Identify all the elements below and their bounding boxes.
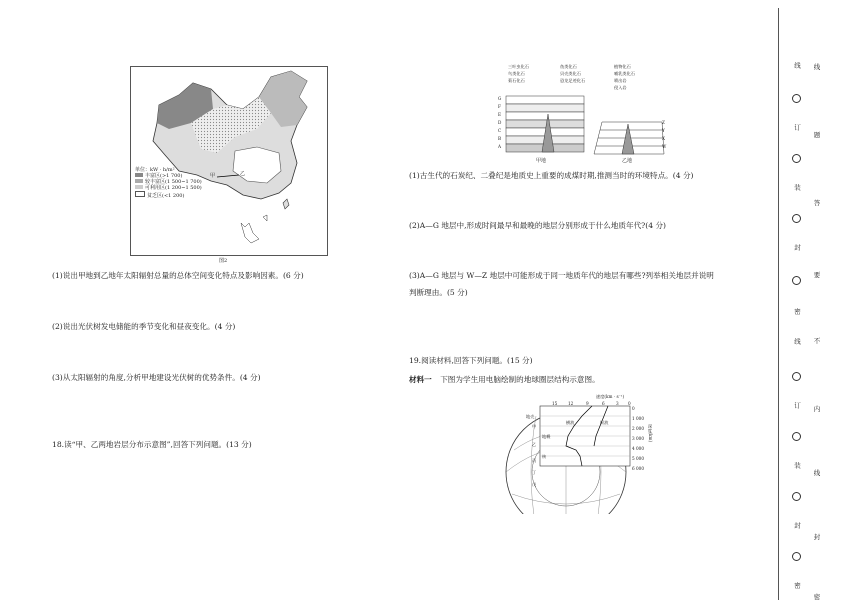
circle-marker bbox=[792, 94, 801, 103]
legend-item: 丰富区(>1 700) bbox=[135, 173, 225, 179]
speed-label: 速度(km · s⁻¹) bbox=[596, 394, 625, 399]
earth-structure-figure: 速度(km · s⁻¹) 15 12 9 6 3 0 0 1 000 2 000 3 000 4 000 5 000 6 000 深度(km) 地壳 地幔 核 横波 纵波 甲 乙 丙 丁 戊 bbox=[496, 394, 656, 514]
margin-char: 线 bbox=[793, 62, 801, 69]
margin-right-char: 封 bbox=[813, 533, 821, 541]
material-1-text: 下图为学生用电脑绘制的地球圈层结构示意图。 bbox=[440, 375, 600, 384]
margin-right-char: 内 bbox=[813, 405, 821, 413]
map-caption: 图2 bbox=[219, 258, 228, 264]
china-solar-map bbox=[130, 66, 328, 256]
binding-line bbox=[778, 8, 779, 600]
margin-char: 订 bbox=[793, 124, 801, 131]
strata-yi-letters: Z Y X W bbox=[662, 120, 667, 149]
margin-right-char: 线 bbox=[813, 63, 821, 71]
label-s-wave: 横波 bbox=[566, 420, 575, 425]
question-18-3-line2: 判断理由。(5 分) bbox=[409, 288, 468, 297]
circle-marker bbox=[792, 432, 801, 441]
question-17-3: (3)从太阳辐射的角度,分析甲地建设光伏树的优势条件。(4 分) bbox=[52, 373, 261, 382]
circle-marker bbox=[792, 276, 801, 285]
legend-intrusive: 侵入岩 bbox=[614, 85, 627, 90]
circle-marker bbox=[792, 154, 801, 163]
legend-item: 贫乏区(<1 200) bbox=[135, 191, 225, 199]
legend-item: 较丰富区(1 500~1 700) bbox=[135, 179, 225, 185]
map-legend bbox=[135, 167, 225, 199]
circle-marker bbox=[792, 214, 801, 223]
label-yi: 乙地 bbox=[622, 158, 633, 164]
label-jia: 甲地 bbox=[536, 158, 547, 164]
question-18-3-line1: (3)A—G 地层与 W—Z 地层中可能形成于同一地质年代的地层有哪些?列举相关地层并说明 bbox=[409, 271, 714, 280]
legend-bird: 鸟类化石 bbox=[508, 71, 525, 76]
label-yi: 乙 bbox=[532, 442, 537, 447]
circle-marker bbox=[792, 372, 801, 381]
layer-core: 核 bbox=[542, 454, 547, 459]
circle-marker bbox=[792, 552, 801, 561]
margin-char: 装 bbox=[793, 462, 801, 469]
margin-bottom-char: 密 bbox=[813, 593, 821, 601]
legend-extrusive: 喷出岩 bbox=[614, 78, 627, 83]
strata-jia-graphic bbox=[502, 94, 586, 156]
question-19: 19.阅读材料,回答下列问题。(15 分) bbox=[409, 356, 533, 365]
strata-figure bbox=[498, 64, 668, 168]
circle-marker bbox=[792, 492, 801, 501]
question-17-2: (2)说出光伏树发电储能的季节变化和昼夜变化。(4 分) bbox=[52, 322, 236, 331]
marker-yi: 乙 bbox=[240, 171, 246, 177]
label-bing: 丙 bbox=[532, 458, 537, 463]
legend-item: 可利用区(1 200~1 500) bbox=[135, 185, 225, 191]
label-wu: 戊 bbox=[532, 482, 537, 487]
margin-char: 装 bbox=[793, 184, 801, 191]
legend-shell: 贝壳类化石 bbox=[560, 71, 581, 76]
legend-dinosaur: 恐龙足迹化石 bbox=[560, 78, 586, 83]
legend-trilobite: 三叶虫化石 bbox=[508, 64, 529, 69]
strata-yi-graphic bbox=[592, 116, 666, 156]
marker-jia: 甲 bbox=[210, 173, 216, 179]
legend-ammonite: 菊石化石 bbox=[508, 78, 525, 83]
depth-ticks: 0 1 000 2 000 3 000 4 000 5 000 6 000 bbox=[632, 406, 644, 471]
material-1 bbox=[409, 374, 600, 385]
question-17-1: (1)说出甲地到乙地年太阳辐射总量的总体空间变化特点及影响因素。(6 分) bbox=[52, 271, 304, 280]
margin-right-char: 题 bbox=[813, 131, 821, 139]
margin-right-char: 答 bbox=[813, 199, 821, 207]
layer-crust: 地壳 bbox=[526, 414, 535, 419]
label-jia: 甲 bbox=[532, 424, 537, 429]
legend-fish: 鱼类化石 bbox=[560, 64, 577, 69]
legend-mammal: 哺乳类化石 bbox=[614, 71, 635, 76]
margin-char: 密 bbox=[793, 582, 801, 589]
margin-char: 封 bbox=[793, 522, 801, 529]
strata-jia-letters: G F E D C B A bbox=[498, 96, 502, 149]
margin-right-char: 线 bbox=[813, 469, 821, 477]
question-18-2: (2)A—G 地层中,形成时间最早和最晚的地层分别形成于什么地质年代?(4 分) bbox=[409, 221, 666, 230]
legend-plant: 植物化石 bbox=[614, 64, 631, 69]
margin-strip bbox=[786, 0, 806, 608]
margin-right-char: 不 bbox=[813, 337, 821, 345]
margin-char: 线 bbox=[793, 338, 801, 345]
china-map-graphic bbox=[131, 67, 327, 255]
depth-label: 深度(km) bbox=[648, 424, 653, 443]
question-18-1: (1)古生代的石炭纪、二叠纪是地质史上重要的成煤时期,推测当时的环境特点。(4 分) bbox=[409, 171, 694, 180]
margin-char: 封 bbox=[793, 244, 801, 251]
label-p-wave: 纵波 bbox=[600, 420, 609, 425]
layer-mantle: 地幔 bbox=[542, 434, 551, 439]
margin-char: 密 bbox=[793, 308, 801, 315]
label-ding: 丁 bbox=[532, 470, 537, 475]
legend-unit: 单位：kW · h/m² bbox=[135, 167, 175, 173]
margin-right-char: 要 bbox=[813, 271, 821, 279]
material-1-title: 材料一 bbox=[409, 375, 432, 384]
margin-char: 订 bbox=[793, 402, 801, 409]
question-18: 18.读“甲、乙两地岩层分布示意图”,回答下列问题。(13 分) bbox=[52, 440, 252, 449]
